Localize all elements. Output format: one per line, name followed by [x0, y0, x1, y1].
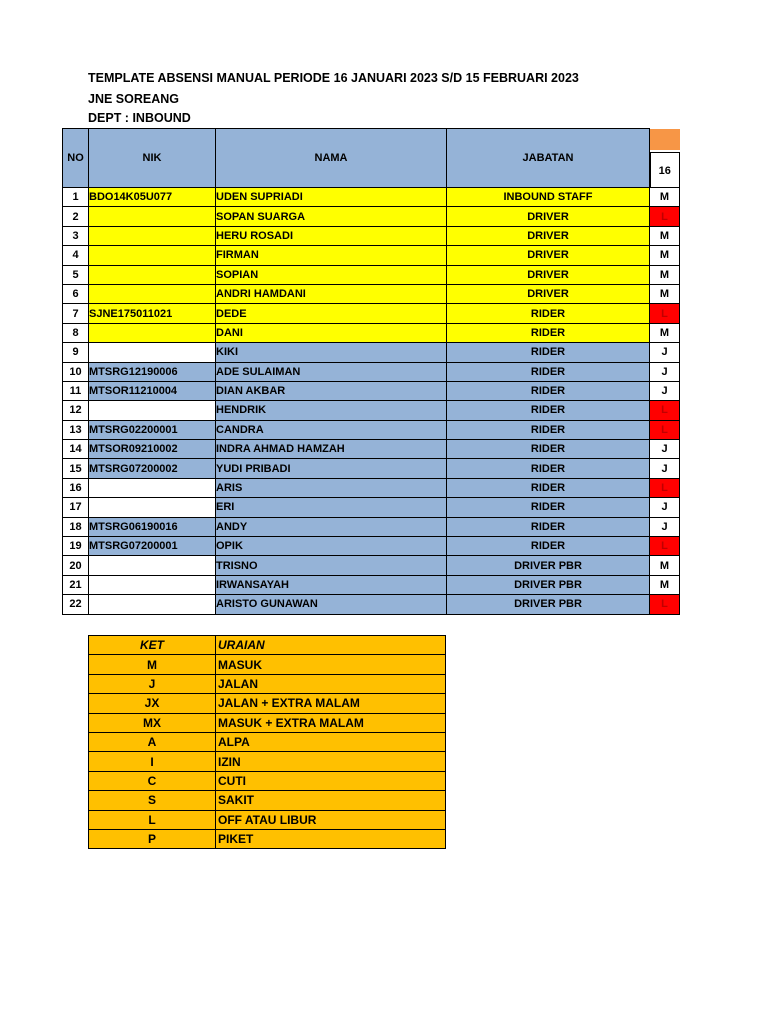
- legend-header-row: [89, 636, 446, 655]
- cell-attendance-code: M: [650, 284, 680, 303]
- cell-nama: SOPAN SUARGA: [216, 207, 447, 226]
- table-row: [63, 498, 680, 517]
- legend-row: [89, 655, 446, 674]
- table-row: [63, 537, 680, 556]
- cell-nik: [89, 595, 216, 614]
- cell-jabatan: RIDER: [447, 478, 650, 497]
- branch-name: JNE SOREANG: [88, 92, 179, 106]
- department-label: DEPT : INBOUND: [88, 111, 191, 125]
- table-row: [63, 362, 680, 381]
- cell-no: 11: [63, 381, 89, 400]
- cell-attendance-code: J: [650, 440, 680, 459]
- column-header-nama: NAMA: [216, 129, 447, 188]
- cell-nik: BDO14K05U077: [89, 188, 216, 207]
- table-row: [63, 284, 680, 303]
- cell-nik: [89, 284, 216, 303]
- legend-code: L: [89, 810, 216, 829]
- document-title: TEMPLATE ABSENSI MANUAL PERIODE 16 JANUARI 2023 S/D 15 FEBRUARI 2023: [88, 71, 579, 85]
- legend-description: MASUK: [216, 655, 446, 674]
- cell-no: 12: [63, 401, 89, 420]
- cell-attendance-code: J: [650, 362, 680, 381]
- legend-row: [89, 694, 446, 713]
- cell-no: 8: [63, 323, 89, 342]
- table-row: [63, 595, 680, 614]
- cell-nik: [89, 343, 216, 362]
- cell-jabatan: INBOUND STAFF: [447, 188, 650, 207]
- cell-jabatan: RIDER: [447, 343, 650, 362]
- cell-nik: MTSRG07200002: [89, 459, 216, 478]
- cell-nik: [89, 207, 216, 226]
- cell-no: 13: [63, 420, 89, 439]
- legend-header-ket: KET: [89, 636, 216, 655]
- table-row: [63, 401, 680, 420]
- legend-code: P: [89, 829, 216, 848]
- cell-jabatan: RIDER: [447, 420, 650, 439]
- legend-row: [89, 713, 446, 732]
- cell-attendance-code: L: [650, 420, 680, 439]
- legend-code: A: [89, 732, 216, 751]
- cell-jabatan: RIDER: [447, 304, 650, 323]
- cell-nama: ERI: [216, 498, 447, 517]
- legend-code: M: [89, 655, 216, 674]
- cell-no: 4: [63, 246, 89, 265]
- cell-nama: SOPIAN: [216, 265, 447, 284]
- cell-attendance-code: L: [650, 595, 680, 614]
- cell-nik: MTSOR09210002: [89, 440, 216, 459]
- day-number: 16: [650, 152, 680, 188]
- cell-attendance-code: J: [650, 517, 680, 536]
- cell-nama: FIRMAN: [216, 246, 447, 265]
- legend-description: SAKIT: [216, 791, 446, 810]
- cell-nama: ARIS: [216, 478, 447, 497]
- table-row: [63, 207, 680, 226]
- cell-jabatan: DRIVER: [447, 207, 650, 226]
- cell-jabatan: DRIVER: [447, 284, 650, 303]
- table-row: [63, 478, 680, 497]
- cell-attendance-code: L: [650, 478, 680, 497]
- cell-nama: ADE SULAIMAN: [216, 362, 447, 381]
- table-row: [63, 246, 680, 265]
- cell-jabatan: RIDER: [447, 537, 650, 556]
- cell-nik: [89, 556, 216, 575]
- cell-no: 10: [63, 362, 89, 381]
- cell-nik: MTSOR11210004: [89, 381, 216, 400]
- cell-nik: [89, 401, 216, 420]
- cell-attendance-code: M: [650, 246, 680, 265]
- table-row: [63, 343, 680, 362]
- cell-nama: HENDRIK: [216, 401, 447, 420]
- column-header-jabatan: JABATAN: [447, 129, 650, 188]
- cell-nama: IRWANSAYAH: [216, 575, 447, 594]
- cell-nik: MTSRG12190006: [89, 362, 216, 381]
- legend-description: PIKET: [216, 829, 446, 848]
- table-row: [63, 323, 680, 342]
- legend-description: OFF ATAU LIBUR: [216, 810, 446, 829]
- column-header-nik: NIK: [89, 129, 216, 188]
- table-row: [63, 556, 680, 575]
- table-row: [63, 459, 680, 478]
- legend-description: JALAN + EXTRA MALAM: [216, 694, 446, 713]
- cell-jabatan: DRIVER: [447, 226, 650, 245]
- legend-row: [89, 732, 446, 751]
- cell-attendance-code: L: [650, 207, 680, 226]
- cell-nik: MTSRG07200001: [89, 537, 216, 556]
- header-accent-bar: [650, 129, 680, 150]
- table-row: [63, 226, 680, 245]
- cell-no: 20: [63, 556, 89, 575]
- legend-header-uraian: URAIAN: [216, 636, 446, 655]
- cell-nik: [89, 575, 216, 594]
- legend-table: [88, 635, 446, 849]
- cell-nama: TRISNO: [216, 556, 447, 575]
- cell-nik: SJNE175011021: [89, 304, 216, 323]
- cell-jabatan: DRIVER: [447, 265, 650, 284]
- legend-code: S: [89, 791, 216, 810]
- legend-description: ALPA: [216, 732, 446, 751]
- cell-nik: [89, 323, 216, 342]
- cell-nik: MTSRG06190016: [89, 517, 216, 536]
- cell-attendance-code: M: [650, 575, 680, 594]
- table-row: [63, 381, 680, 400]
- legend-description: IZIN: [216, 752, 446, 771]
- cell-attendance-code: M: [650, 323, 680, 342]
- cell-nama: DIAN AKBAR: [216, 381, 447, 400]
- cell-nama: ANDY: [216, 517, 447, 536]
- cell-no: 2: [63, 207, 89, 226]
- cell-jabatan: RIDER: [447, 323, 650, 342]
- cell-nama: ANDRI HAMDANI: [216, 284, 447, 303]
- table-row: [63, 517, 680, 536]
- attendance-table: [62, 128, 680, 615]
- cell-jabatan: DRIVER: [447, 246, 650, 265]
- cell-no: 14: [63, 440, 89, 459]
- legend-row: [89, 810, 446, 829]
- cell-attendance-code: M: [650, 226, 680, 245]
- cell-jabatan: DRIVER PBR: [447, 575, 650, 594]
- legend-description: MASUK + EXTRA MALAM: [216, 713, 446, 732]
- cell-nama: DEDE: [216, 304, 447, 323]
- cell-attendance-code: J: [650, 343, 680, 362]
- legend-code: C: [89, 771, 216, 790]
- cell-jabatan: RIDER: [447, 381, 650, 400]
- cell-attendance-code: M: [650, 265, 680, 284]
- cell-nama: OPIK: [216, 537, 447, 556]
- cell-nama: KIKI: [216, 343, 447, 362]
- cell-nik: MTSRG02200001: [89, 420, 216, 439]
- cell-nik: [89, 246, 216, 265]
- table-row: [63, 575, 680, 594]
- cell-no: 1: [63, 188, 89, 207]
- cell-nama: DANI: [216, 323, 447, 342]
- cell-nik: [89, 226, 216, 245]
- cell-no: 6: [63, 284, 89, 303]
- cell-no: 21: [63, 575, 89, 594]
- cell-nik: [89, 265, 216, 284]
- cell-nama: UDEN SUPRIADI: [216, 188, 447, 207]
- cell-nama: ARISTO GUNAWAN: [216, 595, 447, 614]
- cell-nama: YUDI PRIBADI: [216, 459, 447, 478]
- cell-jabatan: RIDER: [447, 517, 650, 536]
- cell-no: 17: [63, 498, 89, 517]
- cell-no: 15: [63, 459, 89, 478]
- cell-jabatan: RIDER: [447, 498, 650, 517]
- cell-attendance-code: L: [650, 304, 680, 323]
- cell-attendance-code: J: [650, 381, 680, 400]
- legend-row: [89, 752, 446, 771]
- legend-description: JALAN: [216, 674, 446, 693]
- column-header-day: [650, 129, 680, 188]
- cell-nik: [89, 498, 216, 517]
- cell-nik: [89, 478, 216, 497]
- cell-no: 5: [63, 265, 89, 284]
- legend-description: CUTI: [216, 771, 446, 790]
- cell-attendance-code: L: [650, 537, 680, 556]
- cell-nama: CANDRA: [216, 420, 447, 439]
- cell-no: 18: [63, 517, 89, 536]
- cell-jabatan: RIDER: [447, 362, 650, 381]
- cell-attendance-code: J: [650, 498, 680, 517]
- legend-code: J: [89, 674, 216, 693]
- cell-no: 22: [63, 595, 89, 614]
- cell-attendance-code: L: [650, 401, 680, 420]
- cell-attendance-code: M: [650, 188, 680, 207]
- table-row: [63, 440, 680, 459]
- table-row: [63, 304, 680, 323]
- cell-nama: HERU ROSADI: [216, 226, 447, 245]
- cell-nama: INDRA AHMAD HAMZAH: [216, 440, 447, 459]
- cell-no: 3: [63, 226, 89, 245]
- cell-no: 16: [63, 478, 89, 497]
- legend-row: [89, 791, 446, 810]
- table-row: [63, 188, 680, 207]
- table-row: [63, 265, 680, 284]
- cell-no: 7: [63, 304, 89, 323]
- cell-jabatan: DRIVER PBR: [447, 556, 650, 575]
- cell-attendance-code: J: [650, 459, 680, 478]
- legend-row: [89, 829, 446, 848]
- cell-jabatan: RIDER: [447, 440, 650, 459]
- legend-code: I: [89, 752, 216, 771]
- table-header-row: [63, 129, 680, 188]
- legend-row: [89, 771, 446, 790]
- cell-jabatan: RIDER: [447, 401, 650, 420]
- cell-no: 19: [63, 537, 89, 556]
- table-row: [63, 420, 680, 439]
- cell-no: 9: [63, 343, 89, 362]
- legend-row: [89, 674, 446, 693]
- legend-code: MX: [89, 713, 216, 732]
- cell-attendance-code: M: [650, 556, 680, 575]
- cell-jabatan: DRIVER PBR: [447, 595, 650, 614]
- column-header-no: NO: [63, 129, 89, 188]
- legend-code: JX: [89, 694, 216, 713]
- cell-jabatan: RIDER: [447, 459, 650, 478]
